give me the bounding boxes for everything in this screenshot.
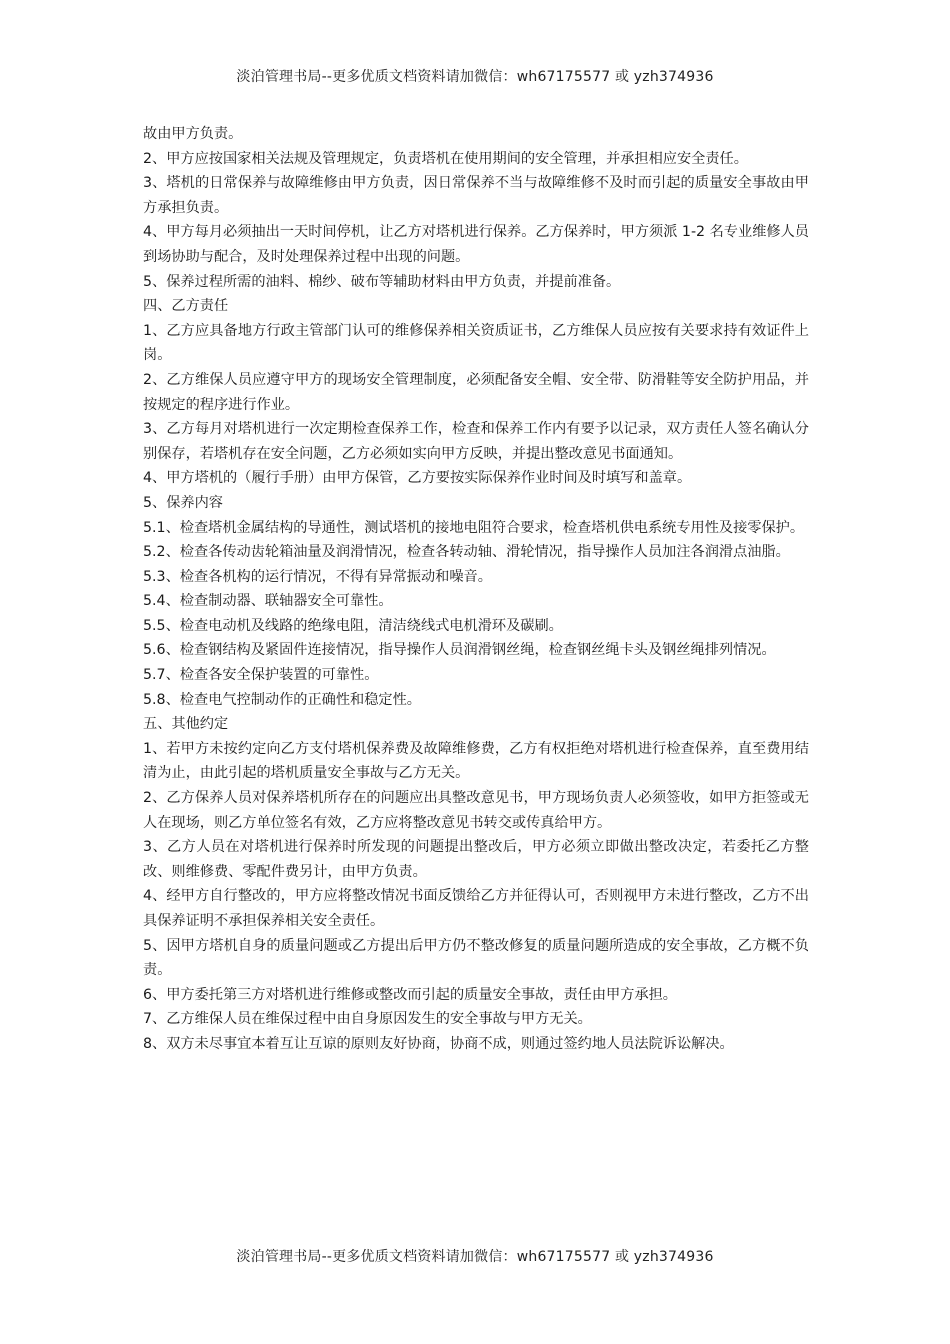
paragraph: 4、甲方塔机的（履行手册）由甲方保管，乙方要按实际保养作业时间及时填写和盖章。 bbox=[143, 470, 692, 487]
paragraph: 5.6、检查钢结构及紧固件连接情况，指导操作人员润滑钢丝绳，检查钢丝绳卡头及钢丝绳排列情况。 bbox=[143, 642, 776, 659]
document-body bbox=[143, 122, 809, 1057]
paragraph: 2、乙方保养人员对保养塔机所存在的问题应出具整改意见书，甲方现场负责人必须签收，如甲方拒签或无人在现场，则乙方单位签名有效，乙方应将整改意见书转交或传真给甲方。 bbox=[143, 790, 809, 831]
paragraph: 5.1、检查塔机金属结构的导通性，测试塔机的接地电阻符合要求，检查塔机供电系统专用性及接零保护。 bbox=[143, 519, 805, 536]
paragraph: 8、双方未尽事宜本着互让互谅的原则友好协商，协商不成，则通过签约地人员法院诉讼解决。 bbox=[143, 1035, 734, 1052]
paragraph: 1、乙方应具备地方行政主管部门认可的维修保养相关资质证书，乙方维保人员应按有关要求持有效证件上岗。 bbox=[143, 322, 809, 364]
paragraph: 7、乙方维保人员在维保过程中由自身原因发生的安全事故与甲方无关。 bbox=[143, 1011, 592, 1028]
paragraph: 2、乙方维保人员应遵守甲方的现场安全管理制度，必须配备安全帽、安全带、防滑鞋等安全防护用品，并按规定的程序进行作业。 bbox=[143, 371, 809, 413]
paragraph: 3、乙方每月对塔机进行一次定期检查保养工作，检查和保养工作内有要予以记录，双方责任人签名确认分别保存，若塔机存在安全问题，乙方必须如实向甲方反映，并提出整改意见书面通知。 bbox=[143, 421, 809, 462]
paragraph: 2、甲方应按国家相关法规及管理规定，负责塔机在使用期间的安全管理，并承担相应安全责任。 bbox=[143, 150, 748, 167]
page-footer: 淡泊管理书局--更多优质文档资料请加微信：wh67175577 或 yzh374936 bbox=[236, 1249, 714, 1265]
paragraph: 3、乙方人员在对塔机进行保养时所发现的问题提出整改后，甲方必须立即做出整改决定，若委托乙方整改、则维修费、零配件费另计，由甲方负责。 bbox=[143, 839, 809, 880]
paragraph: 5.3、检查各机构的运行情况，不得有异常振动和噪音。 bbox=[143, 568, 492, 585]
section-heading: 四、乙方责任 bbox=[143, 298, 229, 315]
paragraph: 4、甲方每月必须抽出一天时间停机，让乙方对塔机进行保养。乙方保养时，甲方须派 1-2 名专业维修人员到场协助与配合，及时处理保养过程中出现的问题。 bbox=[143, 224, 809, 265]
paragraph: 5.4、检查制动器、联轴器安全可靠性。 bbox=[143, 593, 393, 610]
paragraph: 5、因甲方塔机自身的质量问题或乙方提出后甲方仍不整改修复的质量问题所造成的安全事故，乙方概不负责。 bbox=[143, 937, 809, 979]
paragraph: 5.2、检查各传动齿轮箱油量及润滑情况，检查各转动轴、滑轮情况，指导操作人员加注各润滑点油脂。 bbox=[143, 544, 790, 561]
section-heading: 五、其他约定 bbox=[143, 716, 229, 733]
page-header: 淡泊管理书局--更多优质文档资料请加微信：wh67175577 或 yzh374936 bbox=[236, 69, 714, 85]
subsection-heading: 5、保养内容 bbox=[143, 494, 223, 511]
paragraph: 3、塔机的日常保养与故障维修由甲方负责，因日常保养不当与故障维修不及时而引起的质量安全事故由甲方承担负责。 bbox=[143, 175, 809, 216]
paragraph: 6、甲方委托第三方对塔机进行维修或整改而引起的质量安全事故，责任由甲方承担。 bbox=[143, 986, 677, 1003]
paragraph: 1、若甲方未按约定向乙方支付塔机保养费及故障维修费，乙方有权拒绝对塔机进行检查保养，直至费用结清为止，由此引起的塔机质量安全事故与乙方无关。 bbox=[143, 740, 809, 782]
paragraph: 5、保养过程所需的油料、棉纱、破布等辅助材料由甲方负责，并提前准备。 bbox=[143, 273, 621, 290]
paragraph: 5.7、检查各安全保护装置的可靠性。 bbox=[143, 667, 379, 684]
paragraph: 5.8、检查电气控制动作的正确性和稳定性。 bbox=[143, 691, 421, 708]
paragraph: 故由甲方负责。 bbox=[143, 126, 243, 142]
paragraph: 5.5、检查电动机及线路的绝缘电阻，清洁绕线式电机滑环及碳刷。 bbox=[143, 617, 563, 634]
paragraph: 4、经甲方自行整改的，甲方应将整改情况书面反馈给乙方并征得认可，否则视甲方未进行整改，乙方不出具保养证明不承担保养相关安全责任。 bbox=[143, 888, 809, 929]
